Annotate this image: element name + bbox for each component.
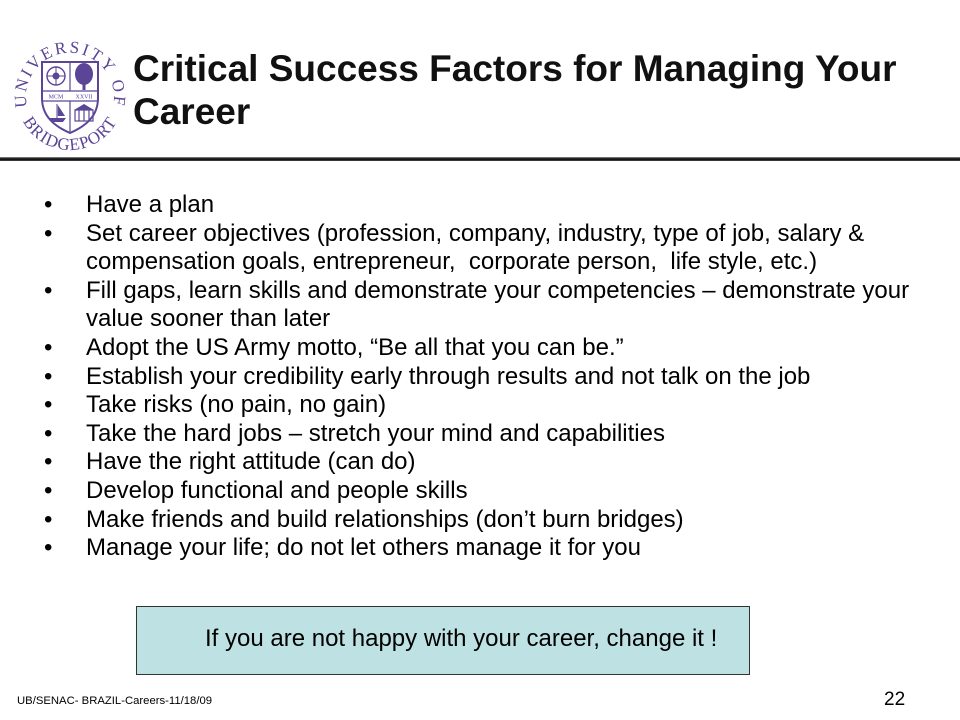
bullet-glyph: • xyxy=(44,391,53,419)
bullet-glyph: • xyxy=(44,534,53,562)
bullet-item xyxy=(0,477,960,506)
seal-bottom-lettering: BRIDGEPORT xyxy=(19,113,121,155)
bullet-item xyxy=(0,420,960,449)
bullet-text: Manage your life; do not let others manage it for you xyxy=(86,534,641,562)
bullet-glyph: • xyxy=(44,419,53,447)
title-divider xyxy=(0,157,960,161)
footer-text: UB/SENAC- BRAZIL-Careers-11/18/09 xyxy=(17,695,213,707)
bullet-glyph: • xyxy=(44,505,53,533)
seal-top-lettering: UNIVERSITY OF xyxy=(11,38,129,109)
bullet-glyph: • xyxy=(44,333,53,361)
bullet-item xyxy=(0,220,960,277)
bullet-item xyxy=(0,506,960,535)
seal-shield xyxy=(42,62,98,133)
seal-year-right: XXVII xyxy=(75,94,93,101)
page-number: 22 xyxy=(884,689,906,710)
bullet-text: Adopt the US Army motto, “Be all that you can be.” xyxy=(86,333,624,361)
seal-year-left: MCM xyxy=(48,94,64,101)
bullet-item xyxy=(0,534,960,563)
bullet-item xyxy=(0,363,960,392)
bullet-text: Have the right attitude (can do) xyxy=(86,448,416,476)
callout-text: If you are not happy with your career, change it ! xyxy=(205,625,718,652)
bullet-glyph: • xyxy=(44,219,53,247)
bullet-text: Have a plan xyxy=(86,191,215,218)
slide-title: Critical Success Factors for Managing Your Career xyxy=(133,48,897,132)
bullet-glyph: • xyxy=(44,448,53,476)
bullet-text: Make friends and build relationships (don’t burn bridges) xyxy=(86,505,684,533)
university-seal-logo xyxy=(11,38,129,156)
callout-box xyxy=(136,606,750,675)
seal-ship-emblem xyxy=(48,104,66,122)
bullet-item xyxy=(0,334,960,363)
bullet-text: Fill gaps, learn skills and demonstrate your competencies – demonstrate your value sooner than later xyxy=(86,276,916,333)
bullet-text: Establish your credibility early through results and not talk on the job xyxy=(86,362,811,390)
bullet-text: Take the hard jobs – stretch your mind and capabilities xyxy=(86,419,665,447)
bullet-list xyxy=(0,191,960,563)
bullet-glyph: • xyxy=(44,191,53,218)
bullet-item xyxy=(0,391,960,420)
seal-lamp-emblem xyxy=(47,67,65,85)
bullet-item xyxy=(0,277,960,334)
bullet-glyph: • xyxy=(44,362,53,390)
seal-tree-emblem xyxy=(75,63,93,90)
bullet-item xyxy=(0,448,960,477)
bullet-glyph: • xyxy=(44,476,53,504)
bullet-glyph: • xyxy=(44,276,53,304)
bullet-item xyxy=(0,191,960,220)
bullet-text: Develop functional and people skills xyxy=(86,476,468,504)
bullet-text: Take risks (no pain, no gain) xyxy=(86,391,387,419)
bullet-text: Set career objectives (profession, company, industry, type of job, salary & compensation goals, entrepreneur, corporate person, life style, etc.) xyxy=(86,219,871,276)
